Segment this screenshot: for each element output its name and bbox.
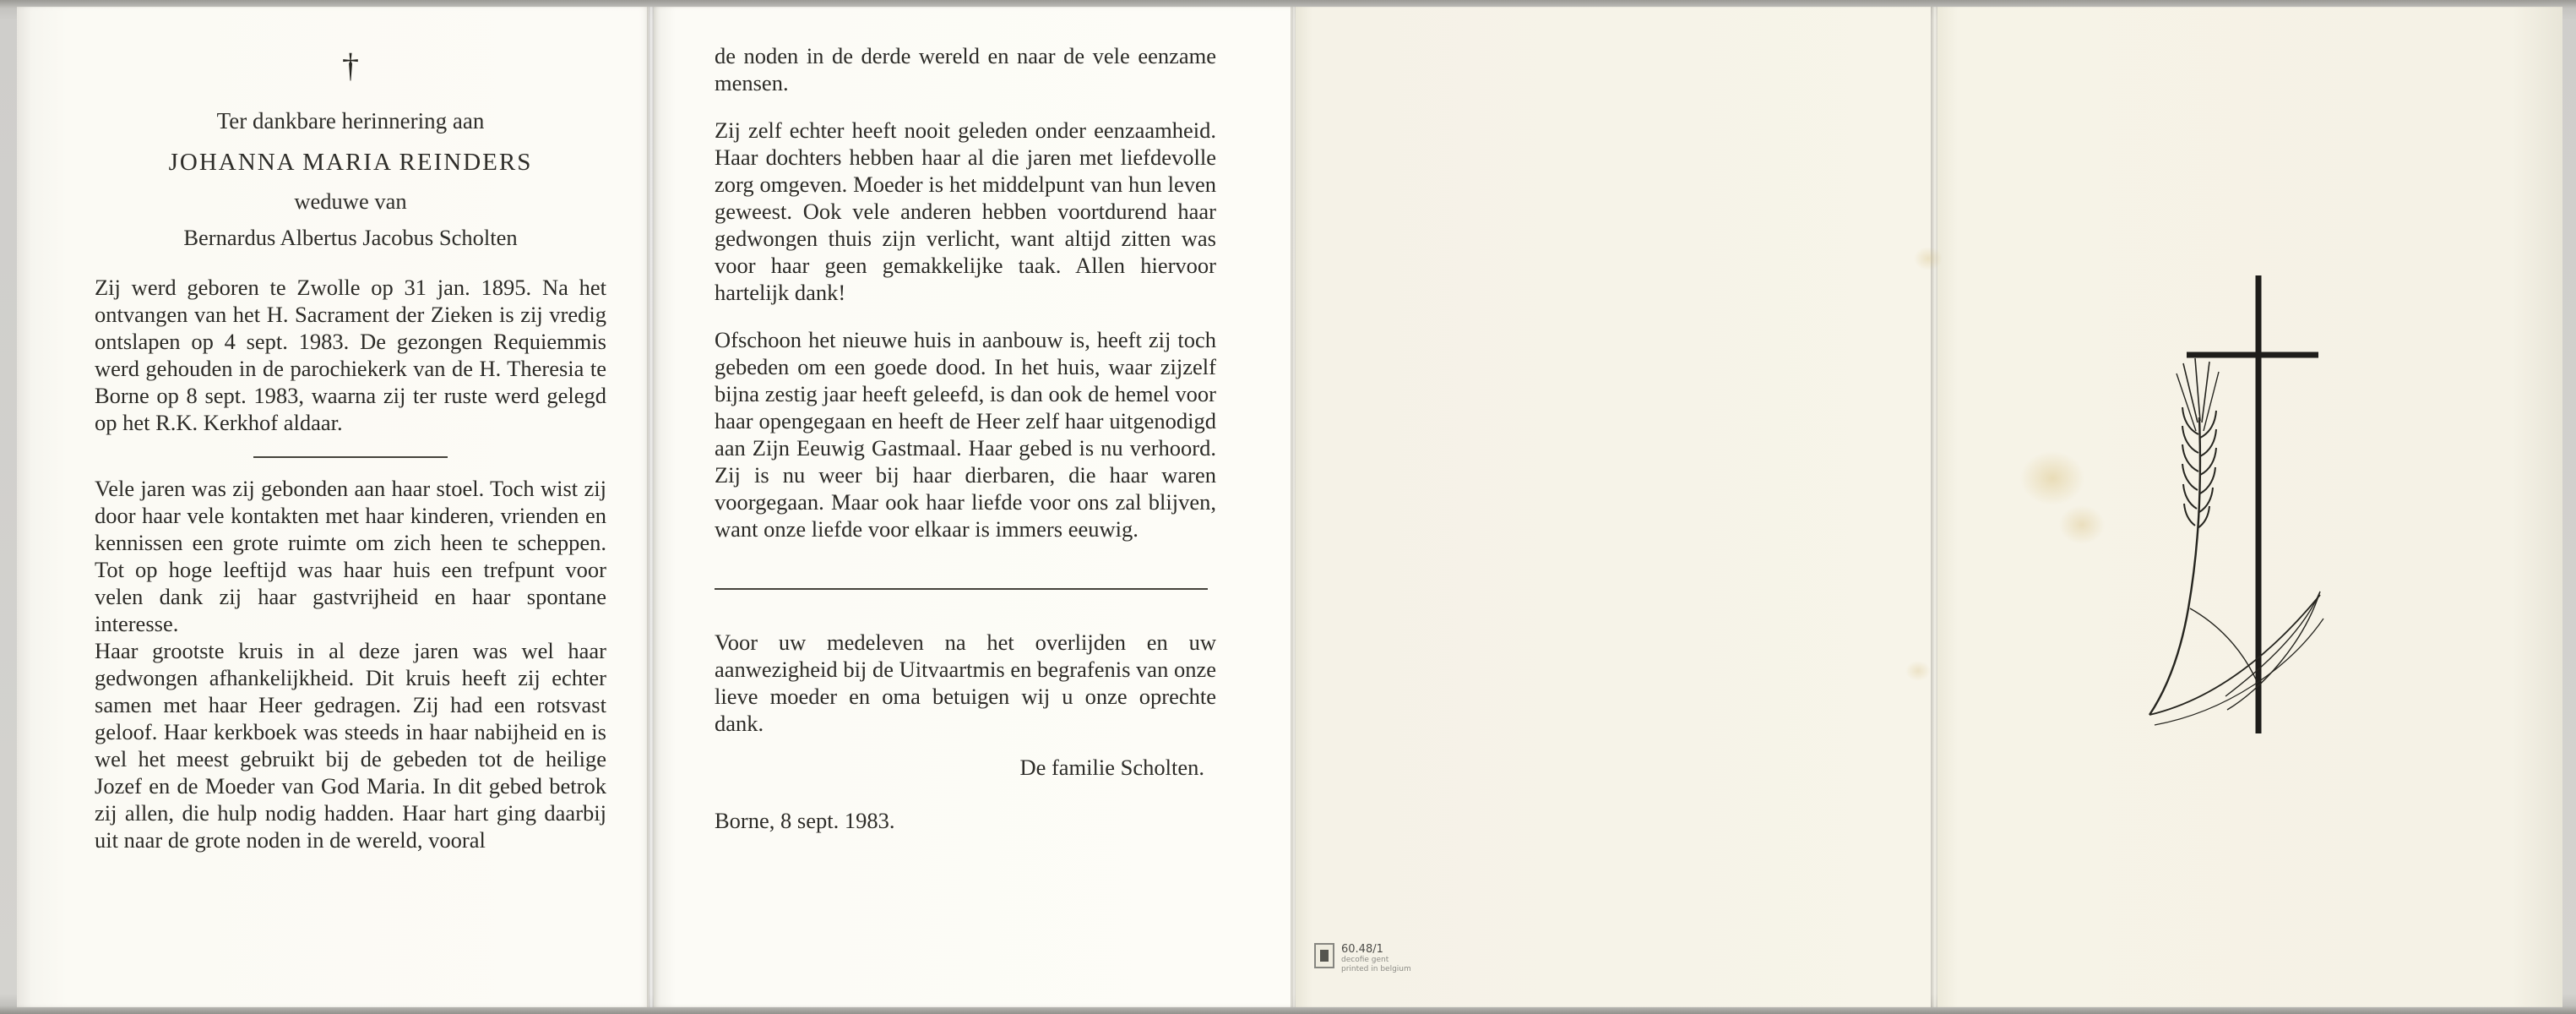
printer-line-2: printed in belgium bbox=[1341, 965, 1411, 973]
printer-line-1: decofie gent bbox=[1341, 956, 1389, 964]
page-1-content bbox=[95, 46, 606, 853]
card-page-2 bbox=[654, 7, 1292, 1007]
printer-logo-icon bbox=[1314, 943, 1334, 968]
cross-dagger-icon: † bbox=[342, 46, 359, 84]
card-back-left bbox=[1296, 7, 1931, 1007]
biography-paragraph-2: Vele jaren was zij gebonden aan haar stoel. Toch wist zij door haar vele kontakten met haar kinderen, vrienden en kennissen een grote ruimte om zich heen te scheppen. Tot op hoge leeftijd was haar huis een trefpunt voor velen dank zij haar gastvrijheid en haar spontane interesse. bbox=[95, 476, 606, 636]
biography-paragraph-1: Zij werd geboren te Zwolle op 31 jan. 1895. Na het ontvangen van het H. Sacrament der Zieken is zij vredig ontslapen op 4 sept. 1983. De gezongen Requiemmis werd gehouden in de parochiekerk van de H. Theresia te Borne op 8 sept. 1983, waarna zij ter ruste werd gelegd op het R.K. Kerkhof aldaar. bbox=[95, 275, 606, 435]
widow-of-line: weduwe van bbox=[294, 188, 407, 214]
family-signature: De familie Scholten. bbox=[1019, 755, 1204, 780]
printer-mark bbox=[1314, 943, 1411, 974]
acknowledgement-paragraph: Voor uw medeleven na het overlijden en uw aanwezigheid bij de Uitvaartmis en begrafenis van onze lieve moeder en oma betuigen wij u onze oprechte dank. bbox=[715, 630, 1216, 736]
biography-paragraph-3: Haar grootste kruis in al deze jaren was wel haar gedwongen afhankelijkheid. Dit kruis heeft zij echter samen met haar Heer gedragen. Zij had een rotsvast geloof. Haar kerkboek was steeds in haar nabijheid en is wel het meest gebruikt bij de gebeden tot de heilige Jozef en de Moeder van God Maria. In dit gebed betrok zij allen, die hulp nodig hadden. Haar hart ging daarbij uit naar de grote noden in de wereld, vooral bbox=[95, 638, 606, 853]
printer-text bbox=[1341, 943, 1411, 974]
husband-name: Bernardus Albertus Jacobus Scholten bbox=[183, 225, 518, 250]
biography-paragraph-4: de noden in de derde wereld en naar de vele eenzame mensen. bbox=[715, 43, 1216, 95]
section-divider-wide bbox=[715, 588, 1208, 590]
biography-paragraph-6: Ofschoon het nieuwe huis in aanbouw is, heeft zij toch gebeden om een goede dood. In het huis, waar zijzelf bijna zestig jaar heeft geleefd, is dan ook de hemel voor haar opengegaan en heeft de Heer zelf haar uitgenodigd aan Zijn Eeuwig Gastmaal. Haar gebed is nu verhoord. Zij is nu weer bij haar dierbaren, die haar waren voorgegaan. Maar ook haar liefde voor ons zal blijven, want onze liefde voor elkaar is immers eeuwig. bbox=[715, 327, 1216, 542]
card-page-1 bbox=[17, 7, 649, 1007]
printer-logo-glyph bbox=[1320, 950, 1329, 962]
deceased-name: JOHANNA MARIA REINDERS bbox=[168, 149, 533, 176]
printer-code: 60.48/1 bbox=[1341, 943, 1383, 956]
section-divider bbox=[253, 456, 448, 458]
memorial-intro-line: Ter dankbare herinnering aan bbox=[216, 108, 485, 134]
place-dateline: Borne, 8 sept. 1983. bbox=[715, 808, 895, 833]
cross-and-wheat-icon bbox=[2099, 269, 2386, 759]
cross-and-wheat-illustration bbox=[2099, 269, 2386, 759]
biography-paragraph-5: Zij zelf echter heeft nooit geleden onder eenzaamheid. Haar dochters hebben haar al die jaren met liefdevolle zorg omgeven. Moeder is het middelpunt van hun leven geweest. Ook vele anderen hebben voortdurend haar gedwongen thuis zijn verlicht, want altijd zitten was voor haar geen gemakkelijke taak. Allen hiervoor hartelijk dank! bbox=[715, 117, 1216, 305]
page-2-content bbox=[715, 42, 1216, 835]
